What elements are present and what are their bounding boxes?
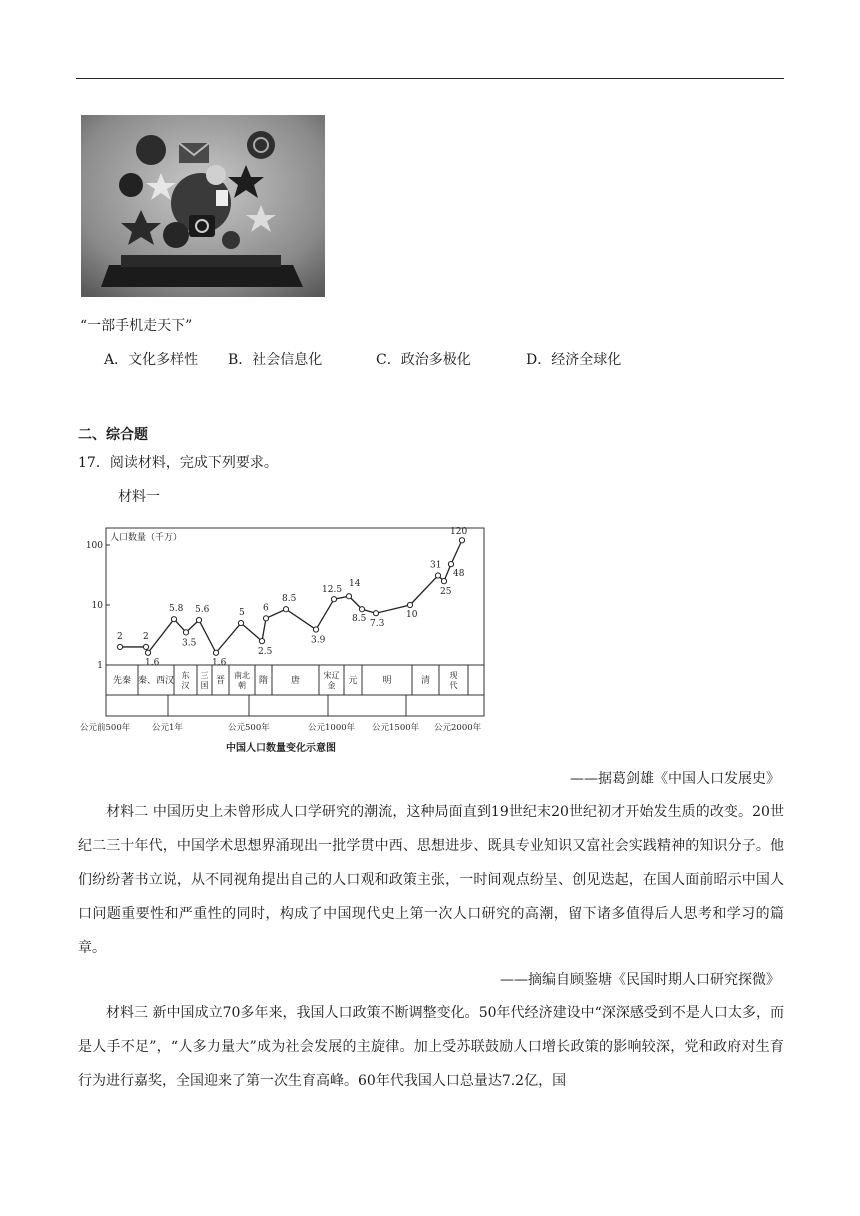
- data-point: [263, 616, 268, 621]
- data-label: 48: [453, 569, 465, 580]
- option-text: 政治多极化: [400, 352, 471, 368]
- data-point: [359, 607, 364, 612]
- dynasty-label: 汉: [181, 681, 190, 690]
- data-point: [143, 644, 148, 649]
- time-axis-label: 公元1000年: [308, 723, 356, 733]
- dynasty-label: 宋辽: [323, 671, 340, 680]
- data-point: [145, 650, 150, 655]
- material-3-body: 材料三 新中国成立70多年来，我国人口政策不断调整变化。50年代经济建设中“深深感受到不是人口太多，而是人手不足”，“人多力量大”成为社会发展的主旋律。加上受苏联鼓励人口增长政策的影响较深，党和政府对生育行为进行嘉奖，全国迎来了第一次生育高峰。60年代我国人口总量达7.2亿，国: [78, 1005, 784, 1089]
- dynasty-label: 朝: [238, 681, 246, 690]
- material-2-source: ——摘编自顾鉴塘《民国时期人口研究探微》: [500, 972, 780, 988]
- data-label: 14: [349, 579, 361, 590]
- data-label: 6: [263, 603, 269, 614]
- dynasty-row: [106, 665, 484, 695]
- y-tick-label: 1: [97, 661, 103, 671]
- data-point: [213, 650, 218, 655]
- data-point: [238, 620, 243, 625]
- option-text: 社会信息化: [252, 352, 323, 368]
- question-17-stem: 17．阅读材料，完成下列要求。: [78, 455, 278, 471]
- option-text: 文化多样性: [128, 352, 199, 368]
- data-point: [117, 644, 122, 649]
- data-label: 5.8: [169, 604, 184, 615]
- dynasty-label: 隋: [258, 676, 269, 686]
- data-label: 2: [143, 631, 149, 642]
- data-label: 31: [430, 560, 442, 571]
- material-3-text: [78, 996, 784, 1098]
- question-caption: “一部手机走天下”: [80, 318, 193, 334]
- data-point: [196, 618, 201, 623]
- data-point: [448, 562, 453, 567]
- dynasty-label: 清: [420, 676, 431, 686]
- chart-frame: [106, 528, 484, 716]
- data-label: 3.5: [182, 638, 197, 649]
- data-label: 2: [117, 631, 123, 642]
- time-axis-label: 公元2000年: [434, 723, 482, 733]
- data-label: 1.6: [212, 657, 227, 668]
- dynasty-label: 金: [327, 681, 336, 690]
- option-c[interactable]: [376, 349, 471, 369]
- y-tick-label: 100: [85, 541, 103, 551]
- top-rule: [76, 78, 784, 79]
- data-label: 1.6: [145, 657, 160, 668]
- phone-illustration: [81, 115, 325, 297]
- option-letter: A．: [104, 352, 129, 368]
- dynasty-label: 先秦: [112, 676, 132, 686]
- material-2-body: 材料二 中国历史上未曾形成人口学研究的潮流，这种局面直到19世纪末20世纪初才开始发生质的改变。20世纪二三十年代，中国学术思想界涌现出一批学贯中西、思想进步、既具专业知识又富社会实践精神的知识分子。他们纷纷著书立说，从不同视角提出自己的人口观和政策主张，一时间观点纷呈、创见迭起，在国人面前昭示中国人口问题重要性和严重性的同时，构成了中国现代史上第一次人口研究的高潮，留下诸多值得后人思考和学习的篇章。: [78, 804, 784, 956]
- data-point: [259, 639, 264, 644]
- dynasty-label: 元: [348, 676, 358, 686]
- data-label: 5: [239, 608, 245, 619]
- option-b[interactable]: [228, 349, 322, 369]
- option-d[interactable]: [526, 349, 621, 369]
- data-point: [373, 611, 378, 616]
- option-letter: B．: [228, 352, 253, 368]
- value-labels: [117, 527, 467, 668]
- data-point: [435, 573, 440, 578]
- dynasty-label: 现: [449, 671, 458, 680]
- dynasty-label: 明: [382, 676, 392, 686]
- data-point: [171, 617, 176, 622]
- data-point: [459, 538, 464, 543]
- data-point: [283, 607, 288, 612]
- dynasty-label: 代: [449, 681, 458, 690]
- data-label: 10: [406, 610, 418, 620]
- chart-title: 中国人口数量变化示意图: [226, 743, 336, 754]
- data-point: [313, 627, 318, 632]
- population-chart-svg: [76, 520, 496, 760]
- data-point: [346, 594, 351, 599]
- time-axis-label: 公元1年: [152, 723, 183, 733]
- dynasty-label: 三: [200, 671, 209, 680]
- y-axis-label: 人口数量（千万）: [110, 533, 183, 543]
- dynasty-label: 东: [181, 671, 190, 680]
- material-1-source: ——据葛剑雄《中国人口发展史》: [570, 771, 780, 787]
- dynasty-label: 国: [200, 681, 209, 690]
- data-label: 8.5: [282, 594, 297, 605]
- data-label: 8.5: [352, 614, 367, 625]
- dynasty-label: 南北: [234, 671, 250, 680]
- data-label: 7.3: [370, 619, 385, 630]
- time-axis-label: 公元前500年: [80, 723, 131, 733]
- option-letter: C．: [376, 352, 401, 368]
- data-label: 25: [440, 587, 452, 598]
- material-2-text: [78, 795, 784, 965]
- option-letter: D．: [526, 352, 552, 368]
- population-chart: [76, 520, 496, 760]
- time-axis-label: 公元1500年: [372, 723, 420, 733]
- data-label: 3.9: [311, 635, 326, 646]
- time-axis: [80, 695, 484, 733]
- data-point: [331, 597, 336, 602]
- data-label: 5.6: [195, 605, 210, 616]
- option-text: 经济全球化: [551, 352, 622, 368]
- y-tick-label: 10: [91, 601, 103, 611]
- dynasty-label: 晋: [215, 676, 226, 686]
- data-label: 2.5: [258, 647, 273, 658]
- time-axis-label: 公元500年: [228, 723, 270, 733]
- data-point: [183, 630, 188, 635]
- material-1-label: 材料一: [118, 489, 160, 505]
- data-point: [407, 602, 412, 607]
- data-point: [441, 579, 446, 584]
- data-label: 12.5: [322, 585, 343, 596]
- dynasty-label: 秦、西汉: [137, 676, 175, 686]
- section-title: 二、综合题: [78, 427, 148, 443]
- option-a[interactable]: [104, 349, 198, 369]
- data-label: 120: [450, 527, 468, 538]
- dynasty-label: 唐: [290, 676, 301, 686]
